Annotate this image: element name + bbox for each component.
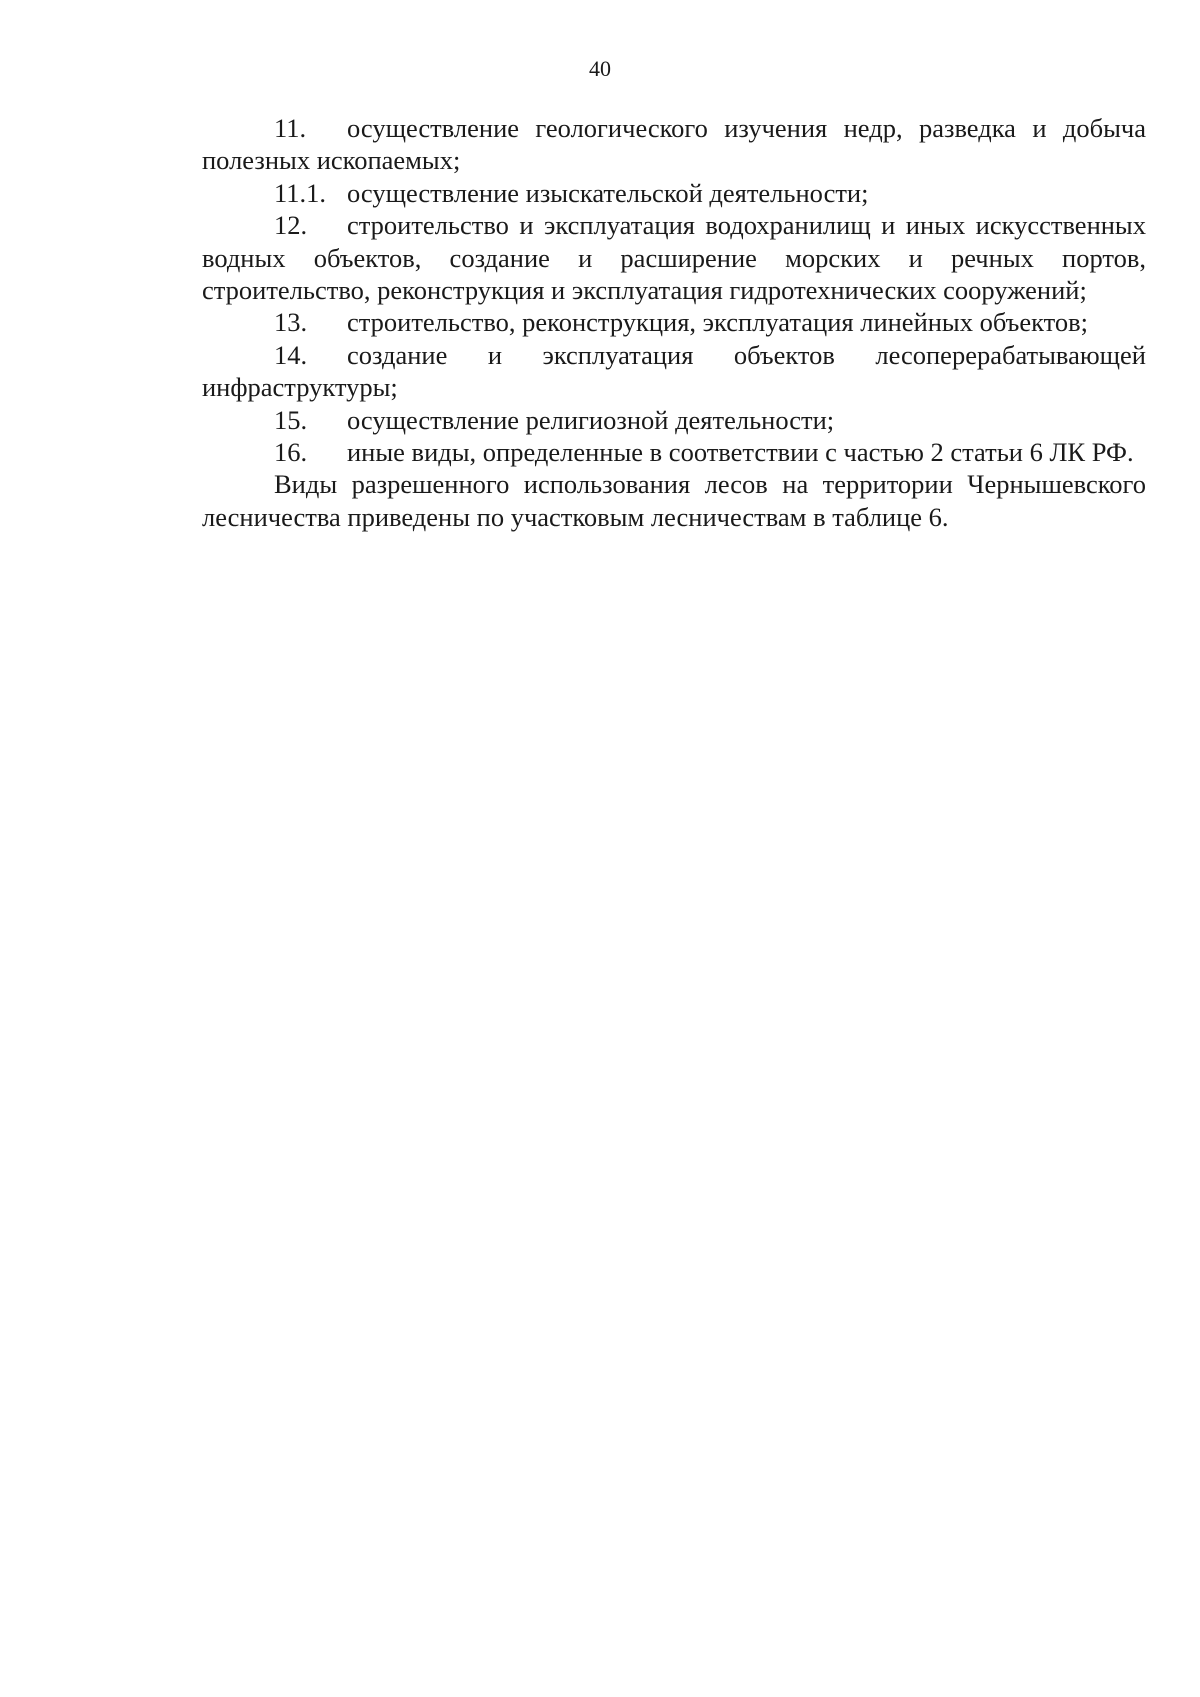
list-item-text: осуществление изыскательской деятельности; [347, 177, 869, 208]
list-item-14 [202, 339, 1146, 404]
list-item-12 [202, 209, 1146, 306]
list-item-text: иные виды, определенные в соответствии с частью 2 статьи 6 ЛК РФ. [347, 437, 1134, 468]
list-item-number: 16. [274, 437, 308, 468]
list-item-text: создание и эксплуатация объектов лесоперерабатывающей инфраструктуры; [202, 339, 1146, 403]
list-item-text: строительство и эксплуатация водохранилищ и иных искусственных водных объектов, создание и расширение морских и речных портов, строительство, реконструкция и эксплуатация гидротехнических сооружений; [202, 210, 1146, 306]
list-item-number: 14. [274, 339, 308, 370]
list-item-11 [202, 112, 1146, 177]
document-body [202, 112, 1146, 533]
list-item-number: 11. [274, 113, 307, 143]
list-item-16 [202, 436, 1146, 468]
list-item-number: 11.1. [274, 177, 327, 208]
body-paragraph: Виды разрешенного использования лесов на территории Чернышевского лесничества приведены по участковым лесничествам в таблице 6. [202, 469, 1146, 532]
list-item-text: осуществление геологического изучения недр, разведка и добыча полезных ископаемых; [202, 113, 1146, 176]
list-item-number: 15. [274, 404, 308, 435]
list-item-text: строительство, реконструкция, эксплуатация линейных объектов; [347, 307, 1089, 338]
list-item-15 [202, 404, 1146, 436]
list-item-number: 13. [274, 307, 308, 338]
list-item-text: осуществление религиозной деятельности; [347, 404, 835, 435]
page-number: 40 [589, 56, 611, 81]
list-item-11-1 [202, 177, 1146, 209]
list-item-number: 12. [274, 210, 308, 241]
list-item-13 [202, 306, 1146, 338]
